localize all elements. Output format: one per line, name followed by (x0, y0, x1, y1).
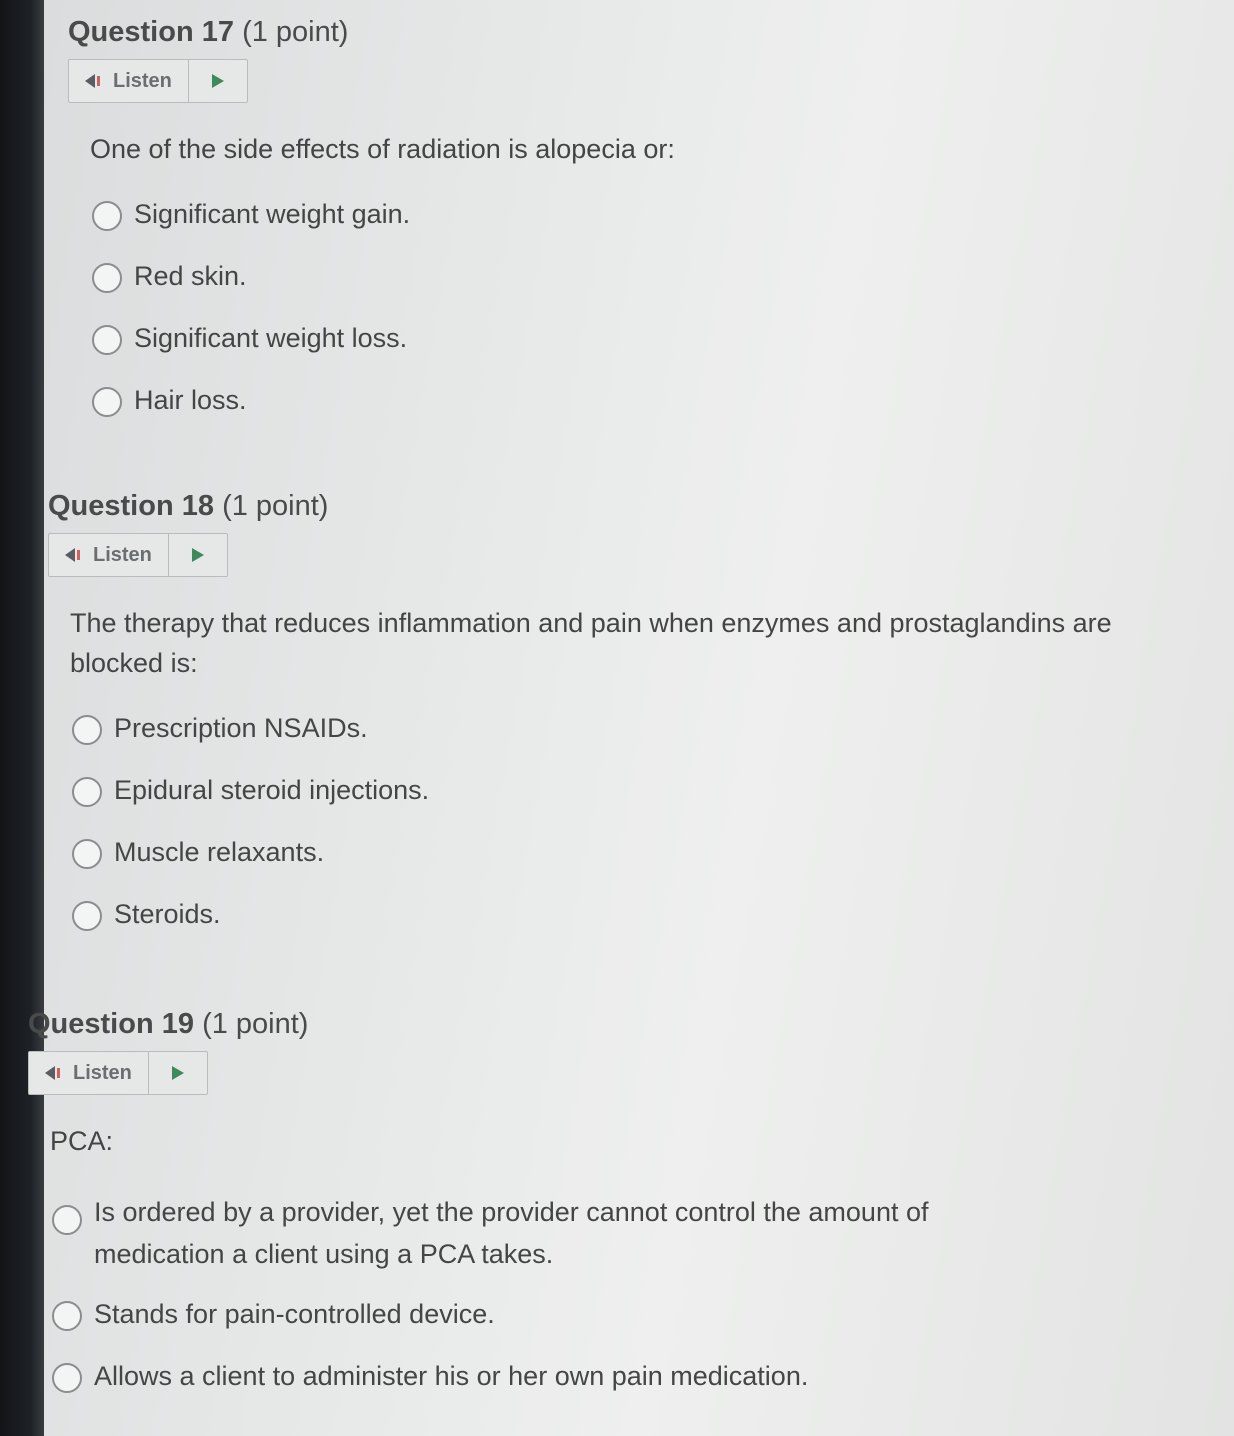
answer-option[interactable]: Muscle relaxants. (72, 837, 1188, 899)
radio-button[interactable] (72, 839, 102, 869)
answer-option[interactable]: Hair loss. (92, 385, 1168, 447)
radio-button[interactable] (72, 777, 102, 807)
play-icon (212, 74, 224, 88)
answer-option[interactable]: Is ordered by a provider, yet the provider cannot control the amount of medication a client using a PCA takes. (52, 1191, 1012, 1299)
listen-control (48, 533, 228, 577)
listen-button[interactable] (69, 60, 189, 102)
question-title: Question 19 (1 point) (28, 1008, 309, 1040)
answer-option[interactable]: Significant weight loss. (92, 323, 1168, 385)
answer-option[interactable]: Significant weight gain. (92, 199, 1168, 261)
question-text: One of the side effects of radiation is alopecia or: (90, 134, 675, 164)
radio-button[interactable] (52, 1301, 82, 1331)
listen-label: Listen (113, 69, 172, 92)
radio-button[interactable] (72, 901, 102, 931)
radio-button[interactable] (92, 201, 122, 231)
listen-label: Listen (93, 543, 152, 566)
listen-label: Listen (73, 1061, 132, 1084)
answer-option[interactable]: Epidural steroid injections. (72, 775, 1188, 837)
play-icon (172, 1066, 184, 1080)
speaker-icon (63, 546, 87, 564)
question-title: Question 18 (1 point) (48, 490, 329, 522)
answer-option[interactable]: Allows a client to administer his or her own pain medication. (52, 1361, 1128, 1423)
radio-button[interactable] (92, 263, 122, 293)
answer-option[interactable]: Stands for pain-controlled device. (52, 1299, 1128, 1361)
listen-button[interactable] (29, 1052, 149, 1094)
question-17 (68, 16, 1168, 447)
answer-option[interactable]: Red skin. (92, 261, 1168, 323)
answer-option[interactable]: Steroids. (72, 899, 1188, 961)
question-19 (28, 1008, 1128, 1423)
play-icon (192, 548, 204, 562)
radio-button[interactable] (92, 325, 122, 355)
radio-button[interactable] (52, 1205, 82, 1235)
play-button[interactable] (149, 1052, 207, 1094)
answer-options (52, 1191, 1128, 1423)
question-text: PCA: (50, 1126, 114, 1156)
answer-options (92, 199, 1168, 447)
radio-button[interactable] (52, 1363, 82, 1393)
play-button[interactable] (189, 60, 247, 102)
answer-option[interactable]: Prescription NSAIDs. (72, 713, 1188, 775)
question-text: The therapy that reduces inflammation and pain when enzymes and prostaglandins are blocked is: (70, 608, 1112, 678)
play-button[interactable] (169, 534, 227, 576)
listen-control (68, 59, 248, 103)
answer-options (72, 713, 1188, 961)
question-18 (48, 490, 1188, 961)
radio-button[interactable] (92, 387, 122, 417)
speaker-icon (43, 1064, 67, 1082)
listen-button[interactable] (49, 534, 169, 576)
speaker-icon (83, 72, 107, 90)
question-title: Question 17 (1 point) (68, 16, 349, 48)
listen-control (28, 1051, 208, 1095)
radio-button[interactable] (72, 715, 102, 745)
